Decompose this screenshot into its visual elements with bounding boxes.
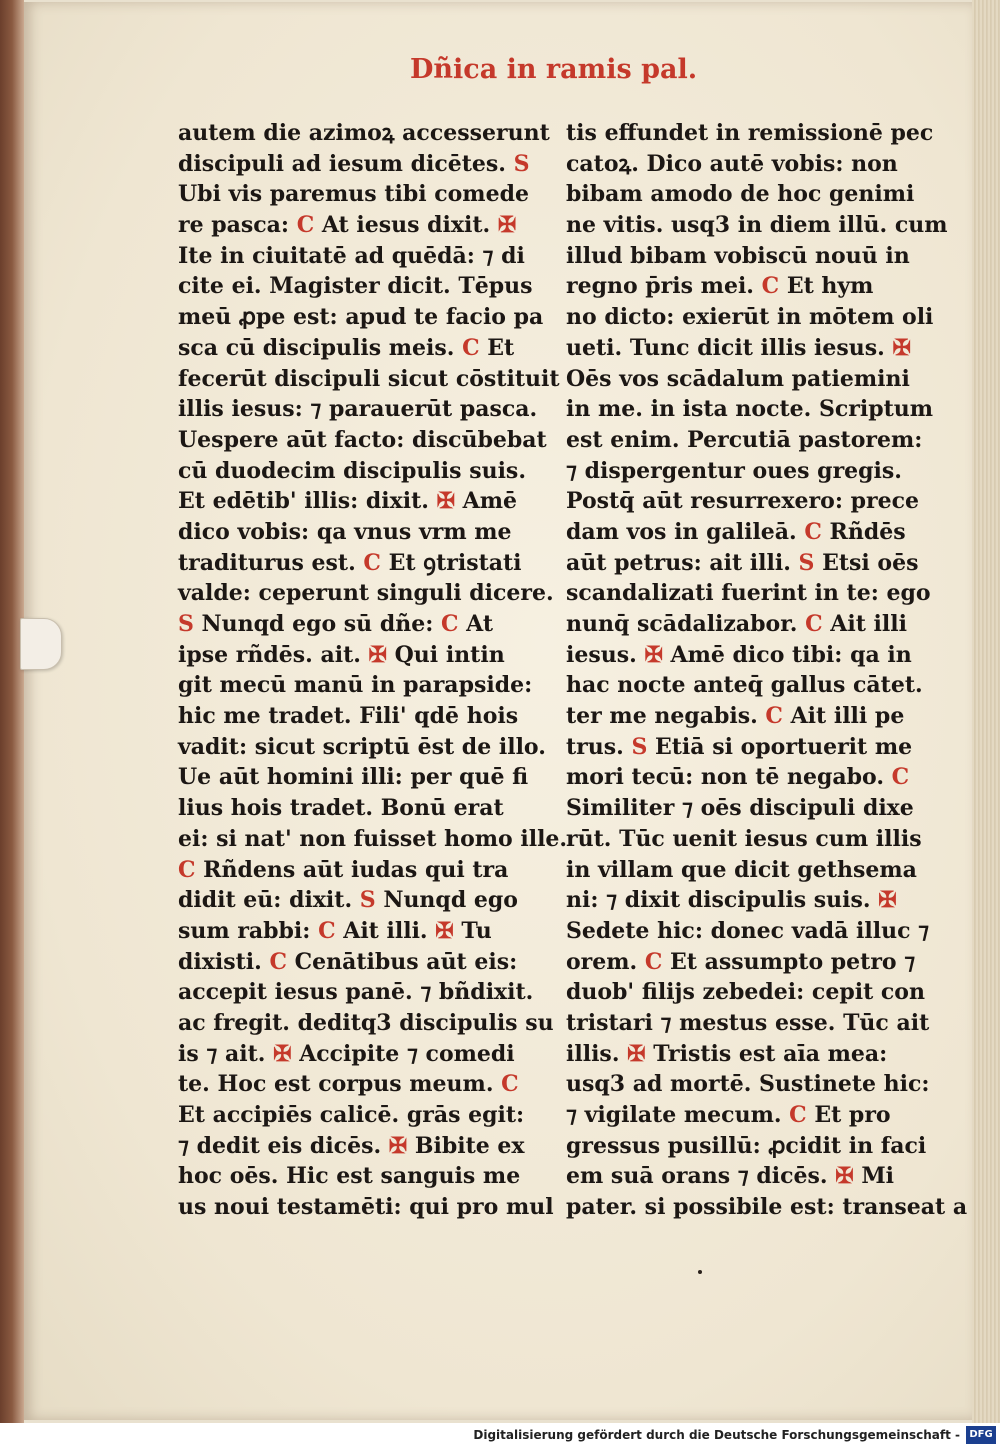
text-line: aūt petrus: ait illi. S Etsi oēs (566, 549, 919, 576)
text-line: sca cū discipulis meis. C Et (178, 334, 515, 361)
rubric-initial: C (296, 212, 315, 239)
text-line: in me. in ista nocte. Scriptum (566, 396, 934, 423)
text-line: usq3 ad mortē. Sustinete hic: (566, 1071, 930, 1098)
rubric-initial: C (501, 1071, 519, 1098)
cross-rubric-icon: ✠ (435, 917, 454, 944)
text-line: Similiter ⁊ oēs discipuli dixe (566, 795, 914, 822)
text-line: te. Hoc est corpus meum. C (178, 1071, 519, 1098)
right-text-column (566, 118, 968, 1223)
text-line: illud bibam vobiscū nouū in (566, 242, 910, 269)
page-marker-tab (20, 618, 62, 670)
text-line: ne vitis. usq3 in diem illū. cum (566, 212, 948, 239)
text-line: ni: ⁊ dixit discipulis suis. ✠ (566, 887, 897, 914)
text-line: C Rñdens aūt iudas qui tra (178, 856, 509, 883)
cross-rubric-icon: ✠ (835, 1163, 854, 1190)
signature-mark (698, 1270, 702, 1274)
cross-rubric-icon: ✠ (273, 1040, 292, 1067)
text-line: bibam amodo de hoc genimi (566, 181, 915, 208)
text-line: catoꝝ. Dico autē vobis: non (566, 150, 898, 177)
text-line: Uespere aūt facto: discūbebat (178, 426, 547, 453)
book-binding (0, 0, 24, 1423)
text-line: tristari ⁊ mestus esse. Tūc ait (566, 1009, 930, 1036)
rubric-initial: C (805, 611, 823, 637)
text-line: dixisti. C Cenātibus aūt eis: (178, 948, 518, 975)
footer-bar (0, 1423, 1000, 1448)
text-line: em suā orans ⁊ dicēs. ✠ Mi (566, 1163, 895, 1190)
running-head: Dñica in ramis pal. (410, 54, 698, 85)
text-line: S Nunqd ego sū dñe: C At (178, 611, 494, 637)
text-line: dico vobis: qa vnus vrm me (178, 518, 512, 545)
text-line: valde: ceperunt singuli dicere. (178, 580, 554, 607)
text-line: hac nocte anteq̄ gallus cātet. (566, 672, 923, 699)
text-line: est enim. Percutiā pastorem: (566, 426, 923, 453)
cross-rubric-icon: ✠ (644, 641, 663, 668)
text-line: cū duodecim discipulis suis. (178, 457, 526, 484)
text-line: duob' filijs zebedei: cepit con (566, 979, 925, 1006)
text-line: Postq̄ aūt resurrexero: prece (566, 488, 919, 515)
cross-rubric-icon: ✠ (368, 641, 387, 668)
text-line: hic me tradet. Fili' qdē hois (178, 703, 519, 730)
text-line: hoc oēs. Hic est sanguis me (178, 1163, 521, 1190)
text-line: is ⁊ ait. ✠ Accipite ⁊ comedi (178, 1040, 515, 1067)
cross-rubric-icon: ✠ (436, 488, 455, 515)
left-text-column (178, 118, 568, 1223)
text-line: ⁊ dedit eis dicēs. ✠ Bibite ex (178, 1132, 525, 1159)
rubric-initial: C (804, 518, 822, 545)
rubric-initial: C (363, 549, 381, 576)
text-line: regno p̄ris mei. C Et hym (566, 273, 874, 300)
text-line: no dicto: exierūt in mōtem oli (566, 304, 934, 331)
rubric-initial: C (765, 703, 783, 730)
text-line: cite ei. Magister dicit. Tēpus (178, 273, 533, 300)
text-line: didit eū: dixit. S Nunqd ego (178, 887, 518, 914)
text-line: sum rabbi: C Ait illi. ✠ Tu (178, 917, 492, 944)
text-line: ter me negabis. C Ait illi pe (566, 703, 905, 730)
rubric-initial: S (178, 611, 194, 637)
text-line: nunq̄ scādalizabor. C Ait illi (566, 611, 907, 637)
text-line: dam vos in galileā. C Rñdēs (566, 518, 906, 545)
text-line: iesus. ✠ Amē dico tibi: qa in (566, 641, 912, 668)
rubric-initial: C (462, 334, 480, 361)
text-line: scandalizati fuerint in te: ego (566, 580, 931, 607)
text-line: Et accipiēs calicē. grās egit: (178, 1102, 525, 1128)
text-line: Sedete hic: donec vadā illuc ⁊ (566, 917, 930, 944)
text-line: us noui testamēti: qui pro mul (178, 1194, 554, 1221)
text-line: rūt. Tūc uenit iesus cum illis (566, 825, 922, 852)
rubric-initial: C (644, 948, 663, 975)
rubric-initial: S (513, 150, 530, 177)
cross-rubric-icon: ✠ (497, 212, 517, 239)
text-line: Oēs vos scādalum patiemini (566, 365, 910, 392)
text-line: illis iesus: ⁊ parauerūt pasca. (178, 396, 538, 423)
text-line: accepit iesus panē. ⁊ bñdixit. (178, 979, 534, 1006)
text-line: trus. S Etiā si oportuerit me (566, 733, 913, 760)
text-line: ueti. Tunc dicit illis iesus. ✠ (566, 334, 911, 361)
rubric-initial: C (891, 764, 910, 791)
text-line: Et edētib' illis: dixit. ✠ Amē (178, 488, 518, 515)
text-line: Ue aūt homini illi: per quē fi (178, 764, 529, 791)
dfg-logo: DFG (966, 1426, 996, 1444)
text-line: git mecū manū in parapside: (178, 672, 533, 699)
text-line: ⁊ vigilate mecum. C Et pro (566, 1102, 891, 1128)
text-line: Ite in ciuitatē ad quēdā: ⁊ di (178, 242, 525, 269)
rubric-initial: C (440, 611, 459, 637)
text-line: vadit: sicut scriptū ēst de illo. (178, 733, 546, 760)
text-line: orem. C Et assumpto petro ⁊ (566, 948, 916, 975)
text-line: ipse rñdēs. ait. ✠ Qui intin (178, 641, 505, 668)
text-line: ei: si nat' non fuisset homo ille. (178, 825, 568, 852)
rubric-initial: C (318, 917, 336, 944)
text-line: in villam que dicit gethsema (566, 856, 917, 883)
cross-rubric-icon: ✠ (892, 334, 911, 361)
page-edges (972, 0, 1000, 1423)
cross-rubric-icon: ✠ (878, 887, 897, 914)
text-line: meū ꝓpe est: apud te facio pa (178, 304, 544, 331)
text-line: traditurus est. C Et ꝯtristati (178, 549, 522, 576)
rubric-initial: S (359, 887, 376, 914)
rubric-initial: S (631, 733, 648, 760)
cross-rubric-icon: ✠ (388, 1132, 408, 1159)
text-line: tis effundet in remissionē pec (566, 120, 934, 146)
rubric-initial: C (789, 1102, 807, 1128)
text-line: re pasca: C At iesus dixit. ✠ (178, 212, 517, 239)
cross-rubric-icon: ✠ (627, 1040, 646, 1067)
text-line: pater. si possibile est: transeat a (566, 1194, 968, 1221)
text-line: gressus pusillū: ꝓcidit in faci (566, 1132, 927, 1159)
rubric-initial: C (269, 948, 287, 975)
rubric-initial: C (178, 856, 196, 883)
text-line: discipuli ad iesum dicētes. S (178, 150, 530, 177)
text-line: illis. ✠ Tristis est aīa mea: (566, 1040, 888, 1067)
text-line: mori tecū: non tē negabo. C (566, 764, 910, 791)
text-line: Ubi vis paremus tibi comede (178, 181, 529, 208)
text-line: fecerūt discipuli sicut cōstituit (178, 365, 560, 392)
text-line: ⁊ dispergentur oues gregis. (566, 457, 902, 484)
rubric-initial: S (798, 549, 815, 576)
rubric-initial: C (761, 273, 780, 300)
funding-credit: Digitalisierung gefördert durch die Deutsche Forschungsgemeinschaft - (473, 1428, 960, 1442)
text-line: ac fregit. deditq3 discipulis su (178, 1009, 554, 1036)
text-line: autem die azimoꝝ accesserunt (178, 120, 550, 146)
text-line: lius hois tradet. Bonū erat (178, 795, 504, 822)
